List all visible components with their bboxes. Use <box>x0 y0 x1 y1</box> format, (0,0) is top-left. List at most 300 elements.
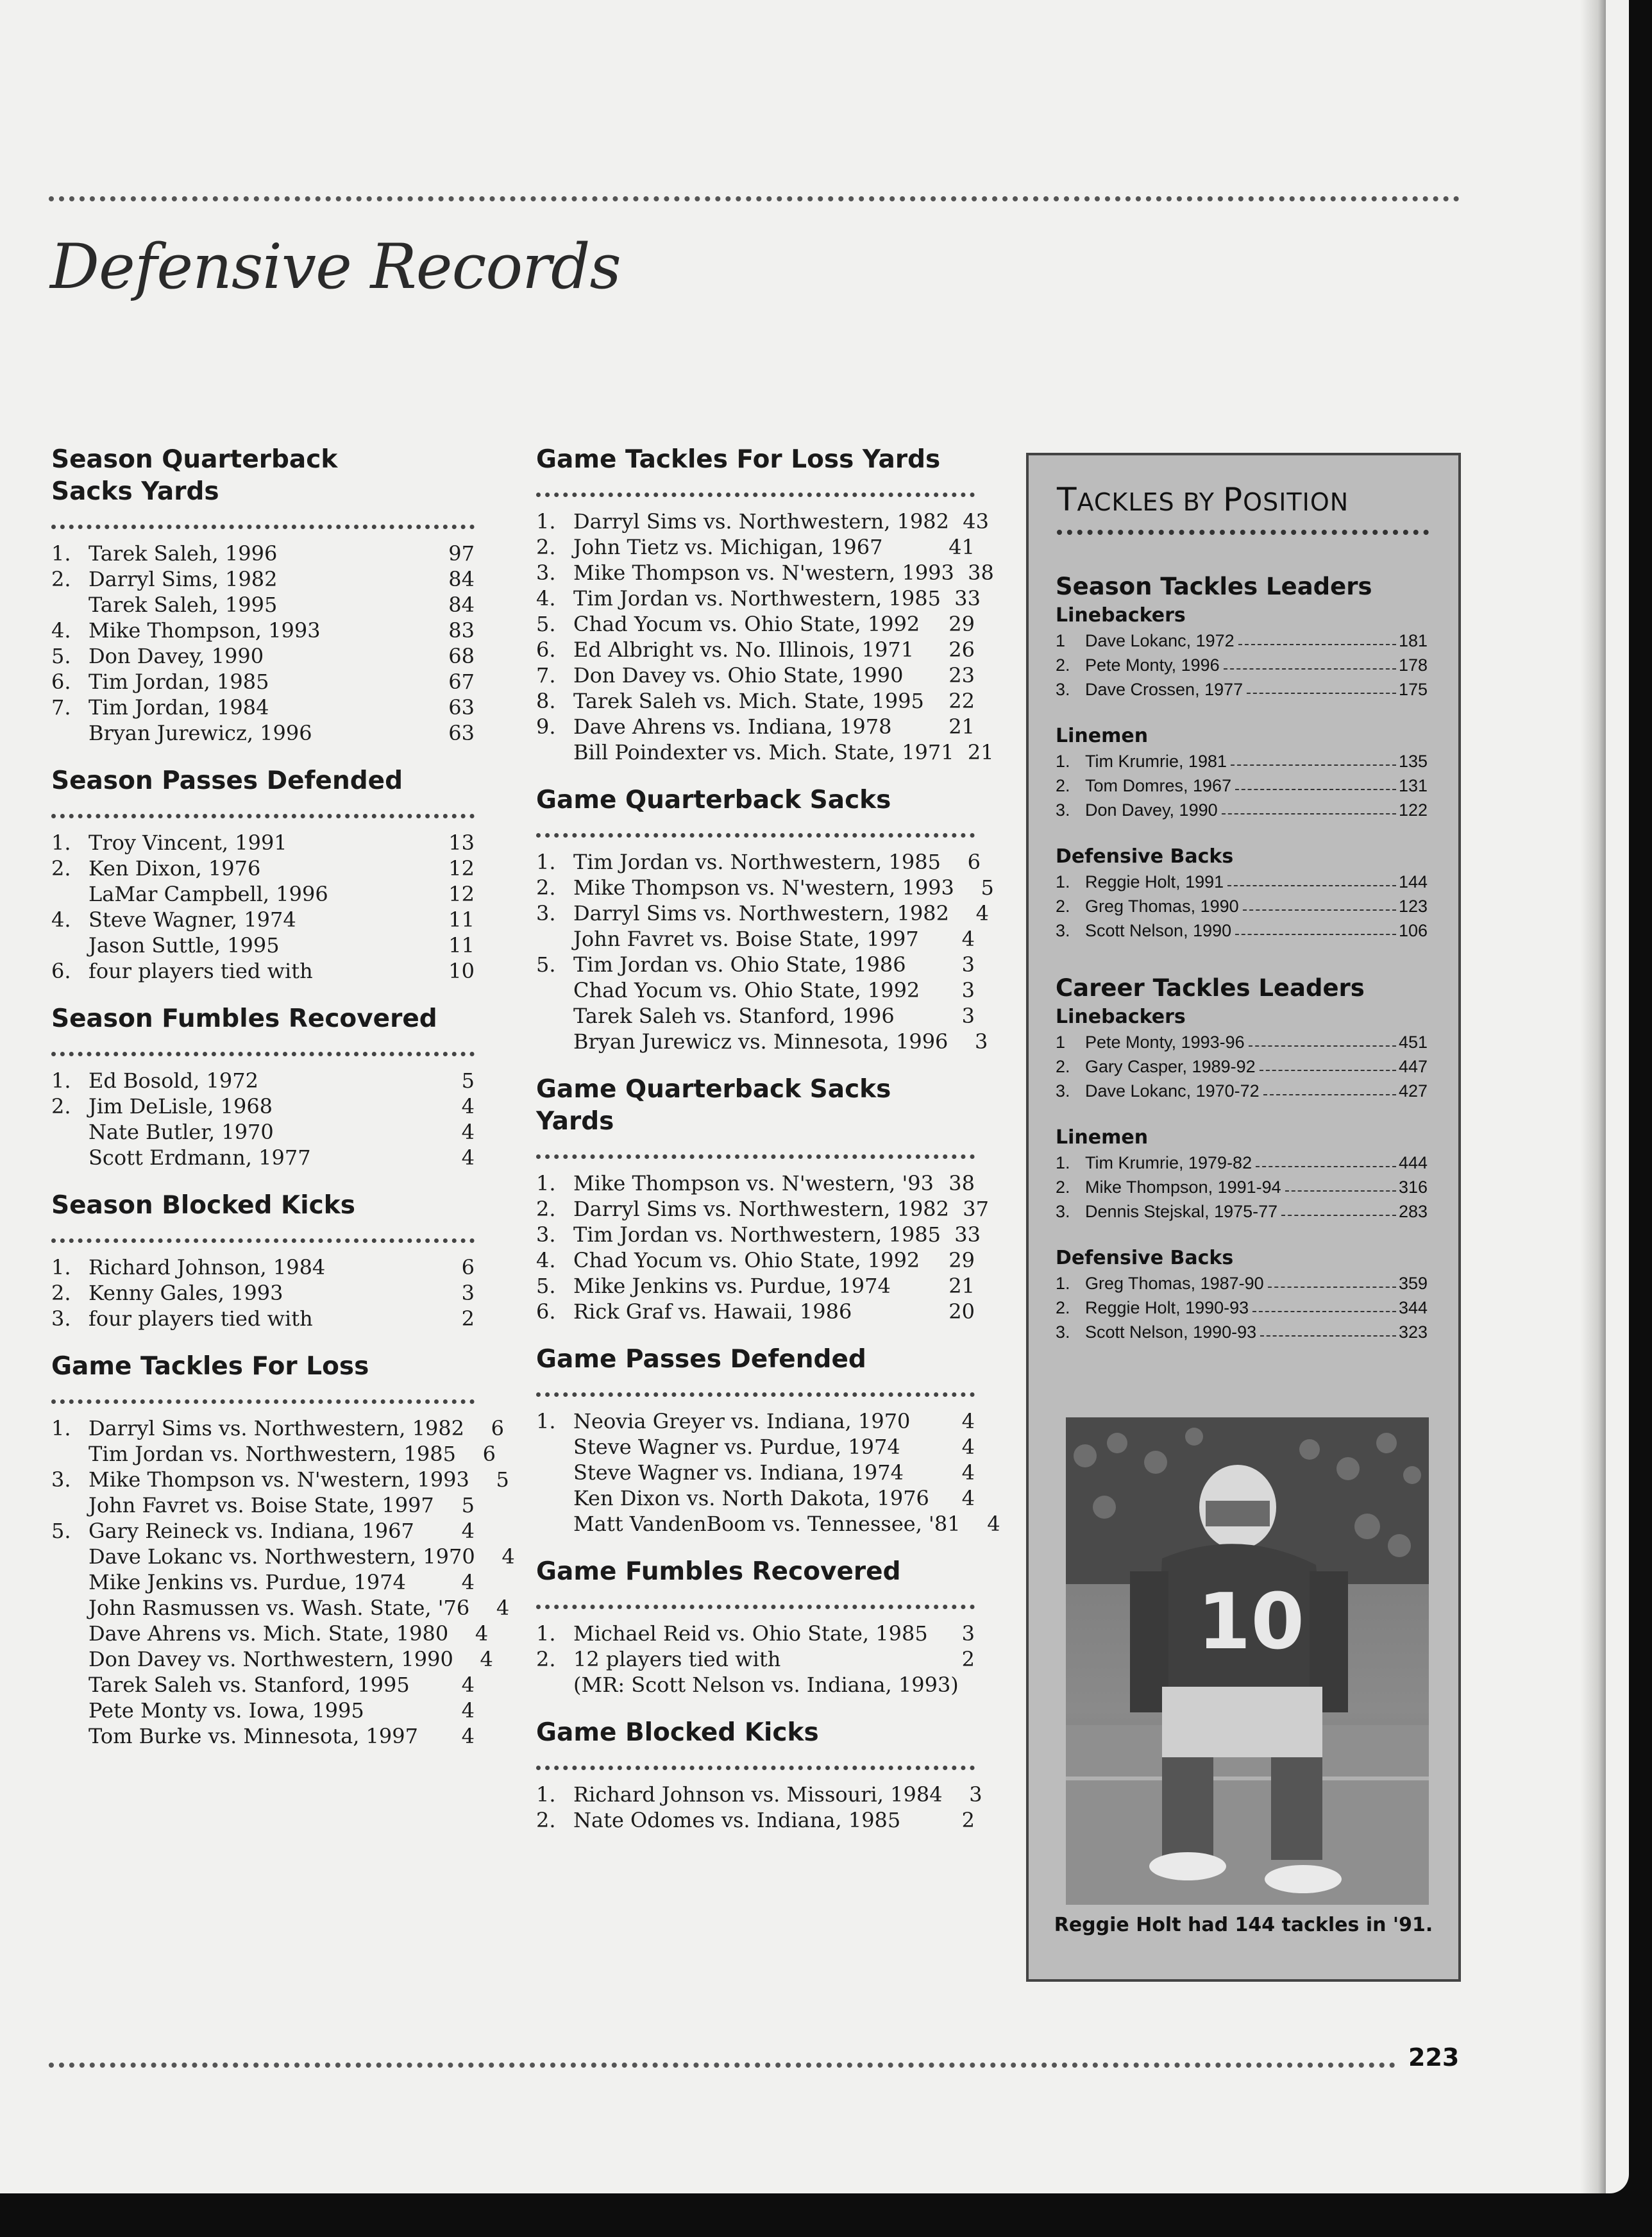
tackle-leader-row <box>1056 1175 1428 1199</box>
record-holder: four players tied with <box>88 1306 313 1331</box>
record-value: 11 <box>448 933 475 958</box>
record-holder: Darryl Sims vs. Northwestern, 1982 <box>573 901 950 925</box>
page-number: 223 <box>1408 2043 1460 2072</box>
record-holder: Chad Yocum vs. Ohio State, 1992 <box>573 612 920 636</box>
record-rank: 6. <box>51 670 71 694</box>
leader-tackles: 323 <box>1398 1322 1428 1342</box>
record-value: 4 <box>461 1145 475 1170</box>
record-rank: 2. <box>536 535 556 559</box>
record-row <box>51 1467 509 1492</box>
record-row <box>536 900 990 926</box>
record-value: 4 <box>496 1596 510 1620</box>
position-label: Linemen <box>1056 1126 1149 1149</box>
record-value: 29 <box>948 612 975 636</box>
record-rank: 4. <box>51 907 71 932</box>
record-holder: Michael Reid vs. Ohio State, 1985 <box>573 1621 928 1646</box>
record-row <box>51 881 475 907</box>
leader-rank: 1. <box>1056 1153 1070 1172</box>
record-rank: 2. <box>51 856 71 881</box>
record-holder: Mike Jenkins vs. Purdue, 1974 <box>88 1570 406 1594</box>
tackle-leader-row <box>1056 1151 1428 1175</box>
record-holder: Darryl Sims vs. Northwestern, 1982 <box>88 1416 465 1440</box>
leader-name: Gary Casper, 1989-92 <box>1085 1057 1256 1076</box>
record-rank: 2. <box>51 1281 71 1305</box>
record-row <box>536 739 994 765</box>
record-holder: Ed Albright vs. No. Illinois, 1971 <box>573 637 914 662</box>
record-value: 4 <box>961 1435 975 1459</box>
record-value: 4 <box>961 1409 975 1433</box>
leader-tackles: 181 <box>1398 631 1428 650</box>
dash-leader <box>1263 1079 1396 1095</box>
record-row <box>51 1723 475 1749</box>
leader-rank: 3. <box>1056 1322 1070 1342</box>
record-holder: Richard Johnson vs. Missouri, 1984 <box>573 1782 943 1807</box>
record-value: 33 <box>954 586 981 611</box>
jersey-number: 10 <box>1197 1578 1304 1667</box>
bottom-dotted-rule <box>49 2063 1395 2068</box>
record-rank: 1. <box>51 831 71 855</box>
dash-leader <box>1235 918 1396 935</box>
leader-rank: 3. <box>1056 1081 1070 1101</box>
record-value: 5 <box>461 1493 475 1517</box>
leader-tackles: 122 <box>1398 800 1428 820</box>
record-value: 22 <box>948 689 975 713</box>
page-title: Defensive Records <box>50 231 621 303</box>
record-row <box>536 849 981 875</box>
record-row <box>51 1492 475 1518</box>
record-row <box>536 611 975 637</box>
record-holder: Chad Yocum vs. Ohio State, 1992 <box>573 978 920 1002</box>
record-value: 21 <box>948 1274 975 1298</box>
record-holder: Dave Ahrens vs. Indiana, 1978 <box>573 714 892 739</box>
record-holder: Don Davey vs. Ohio State, 1990 <box>573 663 904 688</box>
section-title: Game Blocked Kicks <box>536 1718 819 1747</box>
record-row <box>536 637 975 663</box>
record-row <box>536 1029 988 1054</box>
record-rank: 1. <box>51 1068 71 1093</box>
record-holder: 12 players tied with <box>573 1647 781 1671</box>
record-row <box>536 1782 982 1807</box>
section-title: Game Tackles For Loss Yards <box>536 445 941 474</box>
tackles-block <box>1056 972 1428 1344</box>
leader-rank: 2. <box>1056 1178 1070 1197</box>
tackle-leader-row <box>1056 653 1428 677</box>
position-group <box>1056 1245 1428 1344</box>
section-rule <box>536 1766 975 1770</box>
record-holder: Tarek Saleh, 1995 <box>88 593 278 617</box>
leader-tackles: 316 <box>1398 1178 1428 1197</box>
leader-tackles: 427 <box>1398 1081 1428 1101</box>
leader-rank: 3. <box>1056 680 1070 699</box>
record-holder: Gary Reineck vs. Indiana, 1967 <box>88 1519 414 1543</box>
position-group <box>1056 1125 1428 1224</box>
record-rank <box>536 1485 573 1511</box>
leader-name: Scott Nelson, 1990-93 <box>1085 1322 1257 1342</box>
record-rank <box>51 1544 88 1569</box>
record-rank: 5. <box>536 1274 556 1298</box>
record-holder: LaMar Campbell, 1996 <box>88 882 328 906</box>
record-value: 2 <box>961 1647 975 1671</box>
record-rank <box>536 1029 573 1054</box>
record-value: 3 <box>961 978 975 1002</box>
record-rank <box>51 1723 88 1749</box>
section-rule <box>536 493 975 497</box>
position-label: Defensive Backs <box>1056 845 1234 868</box>
record-row <box>51 1518 475 1544</box>
leader-rank: 1. <box>1056 752 1070 771</box>
record-value: 3 <box>961 1621 975 1646</box>
record-holder: Ken Dixon, 1976 <box>88 856 261 881</box>
leader-name: Greg Thomas, 1990 <box>1085 897 1239 916</box>
record-row <box>51 695 475 720</box>
record-value: 4 <box>475 1621 489 1646</box>
record-row <box>51 541 475 566</box>
left-column <box>51 444 515 1768</box>
dash-leader <box>1243 894 1396 911</box>
record-value: 23 <box>948 663 975 688</box>
record-row <box>536 1646 975 1672</box>
leader-rank: 1. <box>1056 872 1070 891</box>
tackles-block-heading: Season Tackles Leaders <box>1056 573 1372 600</box>
record-rank <box>51 1672 88 1698</box>
record-holder: Tim Jordan vs. Ohio State, 1986 <box>573 952 906 977</box>
record-holder: Tim Jordan vs. Northwestern, 1985 <box>573 850 941 874</box>
tackle-leader-row <box>1056 798 1428 822</box>
leader-rank: 2. <box>1056 1057 1070 1076</box>
top-dotted-rule <box>49 196 1460 201</box>
record-value: 4 <box>461 1094 475 1118</box>
record-holder: Tim Jordan, 1984 <box>88 695 269 720</box>
record-row <box>51 1544 515 1569</box>
position-group <box>1056 603 1428 702</box>
record-value: 4 <box>987 1512 1000 1536</box>
record-value: 3 <box>961 1004 975 1028</box>
record-value: 5 <box>981 875 994 900</box>
dash-leader <box>1256 1151 1396 1167</box>
record-row <box>536 1511 1000 1537</box>
record-row <box>536 875 994 900</box>
record-value: 6 <box>482 1442 496 1466</box>
record-holder: John Rasmussen vs. Wash. State, '76 <box>88 1596 470 1620</box>
record-rank: 1. <box>536 1171 556 1195</box>
record-row <box>536 714 975 739</box>
record-holder: Bill Poindexter vs. Mich. State, 1971 <box>573 740 954 764</box>
record-rank: 2. <box>536 875 556 900</box>
record-rank: 5. <box>536 952 556 977</box>
section-rule <box>51 1399 475 1404</box>
section-rule <box>536 1605 975 1609</box>
position-label: Linemen <box>1056 725 1149 747</box>
record-value: 3 <box>969 1782 982 1807</box>
record-value: 6 <box>967 850 981 874</box>
record-rank: 4. <box>536 1248 556 1272</box>
record-value: 4 <box>961 1460 975 1485</box>
record-holder: Mike Thompson, 1993 <box>88 618 321 643</box>
record-value: 2 <box>461 1306 475 1331</box>
tackle-leader-row <box>1056 1320 1428 1344</box>
record-section <box>536 1717 982 1833</box>
record-holder: Darryl Sims vs. Northwestern, 1982 <box>573 1197 950 1221</box>
position-label: Defensive Backs <box>1056 1247 1234 1269</box>
record-rank <box>536 1672 573 1698</box>
section-rule <box>51 525 475 529</box>
position-label: Linebackers <box>1056 604 1186 627</box>
record-value: 4 <box>461 1570 475 1594</box>
section-title: Game Fumbles Recovered <box>536 1557 901 1586</box>
leader-name: Scott Nelson, 1990 <box>1085 921 1232 940</box>
section-rule <box>51 814 475 818</box>
position-group <box>1056 844 1428 943</box>
leader-rank: 1 <box>1056 631 1066 650</box>
record-value: 68 <box>448 644 475 668</box>
record-row <box>536 977 975 1003</box>
leader-name: Dave Lokanc, 1970-72 <box>1085 1081 1260 1101</box>
tackle-leader-row <box>1056 749 1428 773</box>
tackles-by-position-sidebar <box>1026 453 1461 1982</box>
record-value: 38 <box>948 1171 975 1195</box>
record-holder: Tim Jordan vs. Northwestern, 1985 <box>573 586 941 611</box>
section-title: Season Fumbles Recovered <box>51 1004 437 1033</box>
dash-leader <box>1235 773 1396 790</box>
dash-leader <box>1231 749 1396 766</box>
record-section <box>51 1190 475 1331</box>
sidebar-title: TACKLES BY POSITION <box>1057 481 1349 518</box>
record-value: 33 <box>954 1222 981 1247</box>
section-title: Season Quarterback Sacks Yards <box>51 445 338 506</box>
leader-rank: 3. <box>1056 800 1070 820</box>
record-value: 3 <box>975 1029 988 1054</box>
record-value: 38 <box>968 561 994 585</box>
record-value: 63 <box>448 721 475 745</box>
record-holder: Tarek Saleh, 1996 <box>88 541 278 566</box>
record-value: 5 <box>496 1467 509 1492</box>
leader-tackles: 144 <box>1398 872 1428 891</box>
record-row <box>536 1672 975 1698</box>
record-holder: Darryl Sims, 1982 <box>88 567 278 591</box>
section-rule <box>536 833 975 838</box>
record-section <box>536 1344 1000 1537</box>
record-holder: (MR: Scott Nelson vs. Indiana, 1993) <box>573 1673 959 1697</box>
player-photo <box>1066 1417 1429 1905</box>
section-rule <box>51 1052 475 1056</box>
record-value: 4 <box>480 1647 493 1671</box>
record-value: 97 <box>448 541 475 566</box>
dash-leader <box>1247 677 1396 694</box>
record-holder: Bryan Jurewicz, 1996 <box>88 721 312 745</box>
sidebar-lists <box>1056 571 1428 1374</box>
record-holder: Tarek Saleh vs. Stanford, 1995 <box>88 1673 410 1697</box>
record-row <box>536 560 994 586</box>
record-holder: Kenny Gales, 1993 <box>88 1281 283 1305</box>
record-row <box>536 1460 975 1485</box>
record-rank <box>51 933 88 958</box>
record-row <box>536 1807 975 1833</box>
record-rank: 8. <box>536 689 556 713</box>
record-row <box>536 509 990 534</box>
record-holder: Richard Johnson, 1984 <box>88 1255 326 1279</box>
dash-leader <box>1281 1199 1396 1216</box>
tackle-leader-row <box>1056 629 1428 653</box>
record-rank: 2. <box>536 1197 556 1221</box>
record-value: 4 <box>461 1698 475 1723</box>
record-rank: 5. <box>536 612 556 636</box>
leader-tackles: 344 <box>1398 1298 1428 1317</box>
record-row <box>51 1646 493 1672</box>
record-section <box>536 444 994 765</box>
record-section <box>51 1003 475 1170</box>
record-rank: 1. <box>536 509 556 534</box>
record-rank <box>51 1595 88 1621</box>
record-holder: Nate Odomes vs. Indiana, 1985 <box>573 1808 901 1832</box>
record-rank: 3. <box>536 1222 556 1247</box>
record-row <box>51 1093 475 1119</box>
record-value: 84 <box>448 593 475 617</box>
record-rank <box>536 1511 573 1537</box>
leader-tackles: 123 <box>1398 897 1428 916</box>
record-holder: Steve Wagner vs. Indiana, 1974 <box>573 1460 904 1485</box>
leader-rank: 2. <box>1056 776 1070 795</box>
record-rank: 1. <box>51 541 71 566</box>
record-rank <box>51 1698 88 1723</box>
record-holder: Bryan Jurewicz vs. Minnesota, 1996 <box>573 1029 948 1054</box>
dash-leader <box>1260 1054 1396 1071</box>
record-rank: 1. <box>51 1416 71 1440</box>
leader-tackles: 451 <box>1398 1033 1428 1052</box>
record-value: 20 <box>948 1299 975 1324</box>
record-row <box>536 1434 975 1460</box>
record-value: 13 <box>448 831 475 855</box>
leader-tackles: 283 <box>1398 1202 1428 1221</box>
leader-name: Dave Lokanc, 1972 <box>1085 631 1235 650</box>
record-holder: Scott Erdmann, 1977 <box>88 1145 311 1170</box>
record-value: 12 <box>448 856 475 881</box>
record-row <box>51 830 475 856</box>
record-rank <box>51 1646 88 1672</box>
record-holder: Mike Thompson vs. N'western, 1993 <box>88 1467 469 1492</box>
record-holder: Troy Vincent, 1991 <box>88 831 287 855</box>
record-row <box>536 1485 975 1511</box>
record-value: 21 <box>967 740 994 764</box>
middle-column <box>536 444 1000 1852</box>
leader-name: Pete Monty, 1993-96 <box>1085 1033 1245 1052</box>
leader-rank: 2. <box>1056 1298 1070 1317</box>
dash-leader <box>1268 1271 1396 1288</box>
record-value: 3 <box>961 952 975 977</box>
record-holder: four players tied with <box>88 959 313 983</box>
record-rank <box>51 1441 88 1467</box>
sidebar-title-rule <box>1057 530 1429 535</box>
leader-rank: 2. <box>1056 897 1070 916</box>
record-rank: 2. <box>51 1094 71 1118</box>
section-rule <box>536 1154 975 1159</box>
section-title: Game Quarterback Sacks Yards <box>536 1075 891 1136</box>
record-rank <box>536 1003 573 1029</box>
tackle-leader-row <box>1056 1271 1428 1296</box>
record-section <box>536 784 994 1054</box>
record-rank <box>51 1621 88 1646</box>
record-rank <box>536 977 573 1003</box>
record-row <box>51 1441 496 1467</box>
record-value: 4 <box>461 1724 475 1748</box>
record-holder: John Favret vs. Boise State, 1997 <box>573 927 919 951</box>
leader-rank: 3. <box>1056 1202 1070 1221</box>
record-holder: Dave Lokanc vs. Northwestern, 1970 <box>88 1544 475 1569</box>
record-rank: 6. <box>51 959 71 983</box>
record-row <box>51 643 475 669</box>
section-title: Season Blocked Kicks <box>51 1191 355 1220</box>
record-row <box>536 1170 975 1196</box>
leader-name: Tim Krumrie, 1979-82 <box>1085 1153 1252 1172</box>
record-holder: Tarek Saleh vs. Stanford, 1996 <box>573 1004 895 1028</box>
leader-name: Pete Monty, 1996 <box>1085 655 1220 675</box>
record-holder: Steve Wagner, 1974 <box>88 907 296 932</box>
record-holder: Matt VandenBoom vs. Tennessee, '81 <box>573 1512 961 1536</box>
record-row <box>51 1672 475 1698</box>
record-value: 2 <box>961 1808 975 1832</box>
record-row <box>51 1280 475 1306</box>
record-value: 41 <box>948 535 975 559</box>
record-section <box>536 1074 990 1324</box>
record-holder: Pete Monty vs. Iowa, 1995 <box>88 1698 364 1723</box>
record-rank <box>51 592 88 618</box>
photo-caption: Reggie Holt had 144 tackles in '91. <box>1054 1914 1433 1936</box>
record-row <box>536 1273 975 1299</box>
leader-tackles: 359 <box>1398 1274 1428 1293</box>
record-rank <box>536 1434 573 1460</box>
record-rank <box>51 881 88 907</box>
record-row <box>51 1068 475 1093</box>
record-row <box>51 618 475 643</box>
record-row <box>536 926 975 952</box>
record-rank: 1. <box>536 1621 556 1646</box>
record-holder: Tim Jordan, 1985 <box>88 670 269 694</box>
record-value: 37 <box>963 1197 990 1221</box>
leader-name: Dennis Stejskal, 1975-77 <box>1085 1202 1278 1221</box>
record-holder: Don Davey, 1990 <box>88 644 264 668</box>
record-rank: 4. <box>51 618 71 643</box>
record-holder: Nate Butler, 1970 <box>88 1120 274 1144</box>
dash-leader <box>1224 653 1396 670</box>
record-holder: Don Davey vs. Northwestern, 1990 <box>88 1647 453 1671</box>
record-row <box>51 592 475 618</box>
record-row <box>536 1408 975 1434</box>
record-holder: Tom Burke vs. Minnesota, 1997 <box>88 1724 418 1748</box>
record-row <box>536 1621 975 1646</box>
tackle-leader-row <box>1056 1030 1428 1054</box>
tackle-leader-row <box>1056 1296 1428 1320</box>
record-rank: 2. <box>51 567 71 591</box>
record-value: 84 <box>448 567 475 591</box>
leader-name: Reggie Holt, 1991 <box>1085 872 1224 891</box>
record-rank <box>536 739 573 765</box>
dash-leader <box>1260 1320 1396 1337</box>
record-row <box>51 566 475 592</box>
record-value: 21 <box>948 714 975 739</box>
record-section <box>536 1556 975 1698</box>
tackle-leader-row <box>1056 773 1428 798</box>
record-value: 26 <box>948 637 975 662</box>
dash-leader <box>1252 1296 1396 1312</box>
record-rank: 2. <box>536 1647 556 1671</box>
tackle-leader-row <box>1056 1079 1428 1103</box>
record-value: 4 <box>961 1486 975 1510</box>
leader-name: Greg Thomas, 1987-90 <box>1085 1274 1264 1293</box>
record-rank: 4. <box>536 586 556 611</box>
record-holder: Tim Jordan vs. Northwestern, 1985 <box>573 1222 941 1247</box>
record-rank <box>51 1145 88 1170</box>
record-row <box>536 534 975 560</box>
record-rank: 2. <box>536 1808 556 1832</box>
